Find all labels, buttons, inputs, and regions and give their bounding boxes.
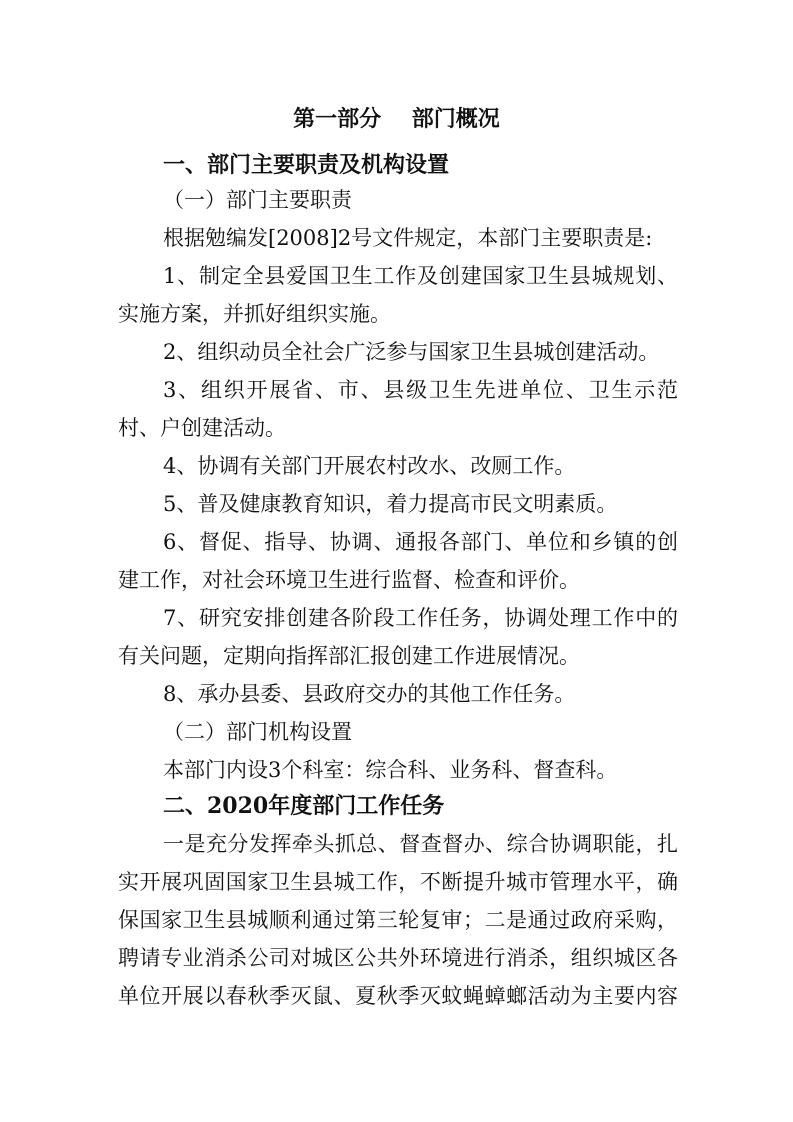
text-line: 建工作，对社会环境卫生进行监督、检查和评价。 [118,568,580,592]
text-line: 实开展巩固国家卫生县城工作，不断提升城市管理水平，确 [118,870,678,894]
text-line: 聘请专业消杀公司对城区公共外环境进行消杀，组织城区各 [118,946,678,970]
text-line: 单位开展以春秋季灭鼠、夏秋季灭蚊蝇蟑螂活动为主要内容 [118,984,678,1008]
text-line: 6、督促、指导、协调、通报各部门、单位和乡镇的创 [163,530,678,554]
text-line: 根据勉编发[2008]2号文件规定，本部门主要职责是: [163,226,653,250]
text-line: 5、普及健康教育知识，着力提高市民文明素质。 [163,492,618,516]
page-title: 第一部分 部门概况 [293,106,500,132]
text-line: 实施方案，并抓好组织实施。 [118,302,391,326]
text-line: 2、组织动员全社会广泛参与国家卫生县城创建活动。 [163,340,660,364]
text-line: 保国家卫生县城顺利通过第三轮复审；二是通过政府采购， [118,908,678,932]
text-line: 8、承办县委、县政府交办的其他工作任务。 [163,682,576,706]
text-line: 7、研究安排创建各阶段工作任务，协调处理工作中的 [163,606,678,630]
text-line: （一）部门主要职责 [163,188,352,212]
section-heading: 一、部门主要职责及机构设置 [163,152,450,178]
text-line: 村、户创建活动。 [118,416,286,440]
text-line: 3、组织开展省、市、县级卫生先进单位、卫生示范 [163,378,678,402]
section-heading: 二、2020年度部门工作任务 [163,793,445,819]
text-line: 1、制定全县爱国卫生工作及创建国家卫生县城规划、 [163,264,678,288]
text-line: 一是充分发挥牵头抓总、督查督办、综合协调职能，扎 [163,832,678,856]
text-line: 有关问题，定期向指挥部汇报创建工作进展情况。 [118,644,580,668]
text-line: （二）部门机构设置 [163,720,352,744]
text-line: 4、协调有关部门开展农村改水、改厕工作。 [163,454,576,478]
text-line: 本部门内设3个科室：综合科、业务科、督查科。 [163,758,618,782]
